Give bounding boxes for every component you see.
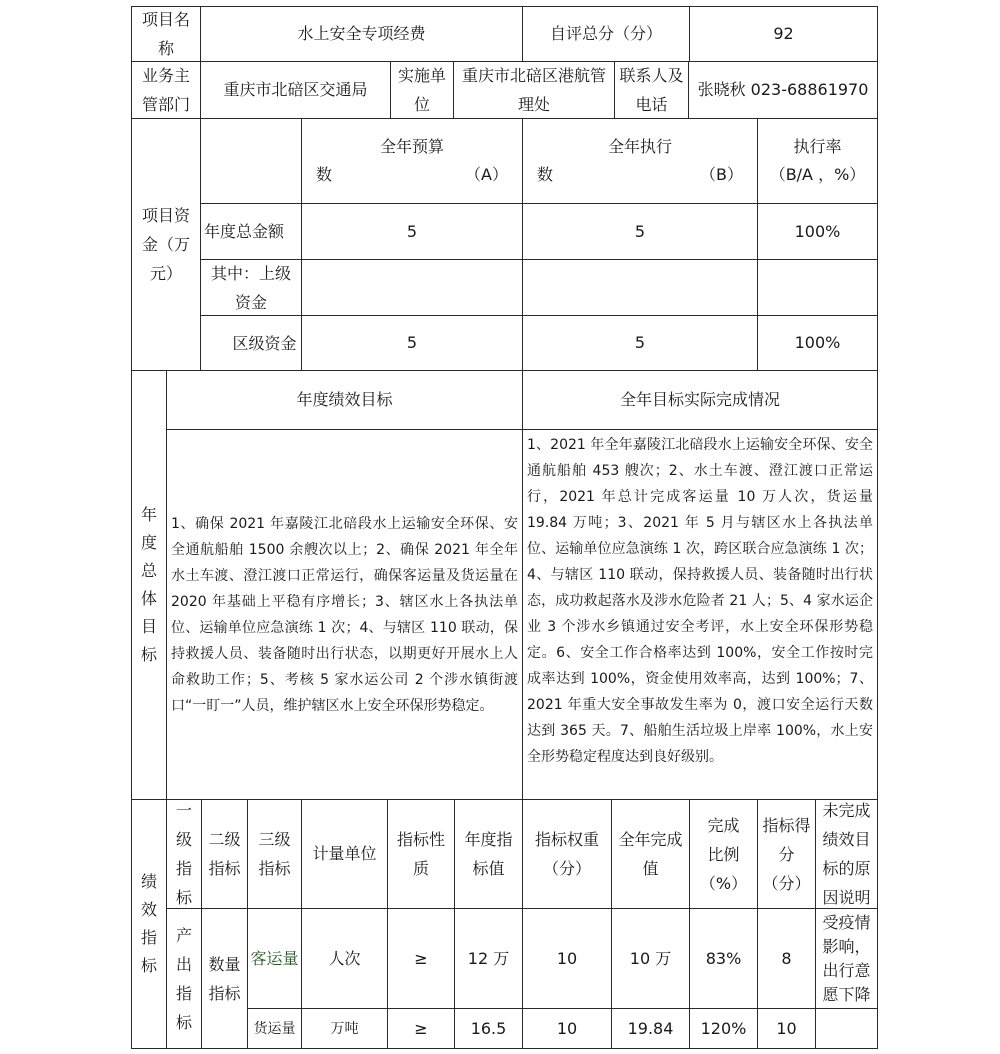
budget-header-left: 数 xyxy=(316,165,333,184)
ind-row-weight: 10 xyxy=(522,908,612,1009)
ind-row-done: 10 万 xyxy=(611,908,690,1009)
ind-header-level1: 一级指标 xyxy=(166,799,202,909)
funds-row-rate xyxy=(757,259,878,316)
funds-row-rate: 100% xyxy=(757,315,878,371)
ind-header-done: 全年完成值 xyxy=(611,799,690,909)
ind-header-level3: 三级指标 xyxy=(247,799,302,909)
project-name-value: 水上安全专项经费 xyxy=(200,6,523,62)
funds-header-blank xyxy=(200,118,302,204)
ind-row-reason: 受疫情影响，出行意愿下降 xyxy=(815,908,878,1009)
ind-row-nature: ≥ xyxy=(387,1008,455,1049)
funds-section-label: 项目资金（万元） xyxy=(131,118,201,371)
goals-section-label: 年度总体目标 xyxy=(131,370,167,800)
budget-header-top: 全年预算 xyxy=(379,137,444,156)
funds-row-exec: 5 xyxy=(522,315,758,371)
ind-header-nature: 指标性质 xyxy=(387,799,455,909)
budget-column-header xyxy=(301,118,523,204)
ind-row-nature: ≥ xyxy=(387,908,455,1009)
contact-value: 张晓秋 023-68861970 xyxy=(688,61,878,119)
goals-target-header: 年度绩效目标 xyxy=(166,370,523,430)
funds-row-rate: 100% xyxy=(757,203,878,260)
ind-row-reason xyxy=(815,1008,878,1049)
funds-row-exec: 5 xyxy=(522,203,758,260)
ind-row-score: 10 xyxy=(757,1008,816,1049)
exec-column-header xyxy=(522,118,758,204)
funds-row-label: 其中：上级资金 xyxy=(200,259,302,316)
ind-row-unit: 人次 xyxy=(301,908,388,1009)
ind-header-annual: 年度指标值 xyxy=(454,799,523,909)
rate-column-header xyxy=(757,118,878,204)
exec-header-right: （B） xyxy=(700,165,743,184)
exec-header-left: 数 xyxy=(537,165,554,184)
funds-row-exec xyxy=(522,259,758,316)
ind-header-unit: 计量单位 xyxy=(301,799,388,909)
funds-row-label: 年度总金额 xyxy=(200,203,302,260)
rate-header-bottom: （B/A ，%） xyxy=(769,165,866,184)
project-name-label: 项目名称 xyxy=(131,6,201,62)
impl-value: 重庆市北碚区港航管理处 xyxy=(453,61,615,119)
funds-row-label: 区级资金 xyxy=(200,315,302,371)
dept-value: 重庆市北碚区交通局 xyxy=(200,61,391,119)
ind-row-ratio: 83% xyxy=(689,908,758,1009)
ind-level1-value: 产出指标 xyxy=(166,908,202,1049)
ind-header-score: 指标得分（分） xyxy=(757,799,816,909)
ind-row-ratio: 120% xyxy=(689,1008,758,1049)
ind-row-weight: 10 xyxy=(522,1008,612,1049)
self-score-value: 92 xyxy=(689,6,878,62)
ind-header-reason: 未完成绩效目标的原因说明 xyxy=(815,799,878,909)
ind-row-name: 客运量 xyxy=(247,908,302,1009)
ind-row-annual: 12 万 xyxy=(454,908,523,1009)
goals-actual-header: 全年目标实际完成情况 xyxy=(522,370,878,430)
ind-row-annual: 16.5 xyxy=(454,1008,523,1049)
goals-actual-text: 1、2021 年全年嘉陵江北碚段水上运输安全环保、安全通航船舶 453 艘次；2、水土车渡、澄江渡口正常运行，2021 年总计完成客运量 10 万人次，货运量 19.84 万吨；3、2021 年 5 月与辖区水上各执法单位、运输单位应急演练 1 次，跨区联合应急演练 1 次；4、与辖区 110 联动，保持救援人员、装备随时出行状态，成功救起落水及涉水危险者 21 人；5、4 家水运企业 3 个涉水乡镇通过安全考评，水上安全环保形势稳定。6、安全工作合格率达到 100%，安全工作按时完成率达到 100%，资金使用效率高，达到 100%；7、2021 年重大安全事故发生率为 0，渡口安全运行天数达到 365 天。7、船舶生活垃圾上岸率 100%，水上安全形势稳定程度达到良好级别。 xyxy=(522,429,878,800)
funds-row-budget: 5 xyxy=(301,315,523,371)
self-score-label: 自评总分（分） xyxy=(522,6,690,62)
ind-header-level2: 二级指标 xyxy=(201,799,248,909)
impl-label: 实施单位 xyxy=(390,61,454,119)
indicators-section-label: 绩效指标 xyxy=(131,799,167,1049)
ind-row-score: 8 xyxy=(757,908,816,1009)
ind-row-name: 货运量 xyxy=(247,1008,302,1049)
ind-header-weight: 指标权重（分） xyxy=(522,799,612,909)
funds-row-budget xyxy=(301,259,523,316)
dept-label: 业务主管部门 xyxy=(131,61,201,119)
exec-header-top: 全年执行 xyxy=(607,137,672,156)
contact-label: 联系人及电话 xyxy=(614,61,689,119)
ind-header-ratio: 完成比例（%） xyxy=(689,799,758,909)
budget-header-right: （A） xyxy=(465,165,508,184)
ind-row-unit: 万吨 xyxy=(301,1008,388,1049)
ind-row-done: 19.84 xyxy=(611,1008,690,1049)
funds-row-budget: 5 xyxy=(301,203,523,260)
ind-level2-value: 数量指标 xyxy=(201,908,248,1049)
goals-target-text: 1、确保 2021 年嘉陵江北碚段水上运输安全环保、安全通航船舶 1500 余艘次以上；2、确保 2021 年全年水土车渡、澄江渡口正常运行，确保客运量及货运量在 2020 年基础上平稳有序增长；3、辖区水上各执法单位、运输单位应急演练 1 次；4、与辖区 110 联动，保持救援人员、装备随时出行状态，以期更好开展水上人命救助工作；5、考核 5 家水运公司 2 个涉水镇街渡口“一盯一”人员，维护辖区水上安全环保形势稳定。 xyxy=(166,429,523,800)
rate-header-top: 执行率 xyxy=(793,137,842,156)
